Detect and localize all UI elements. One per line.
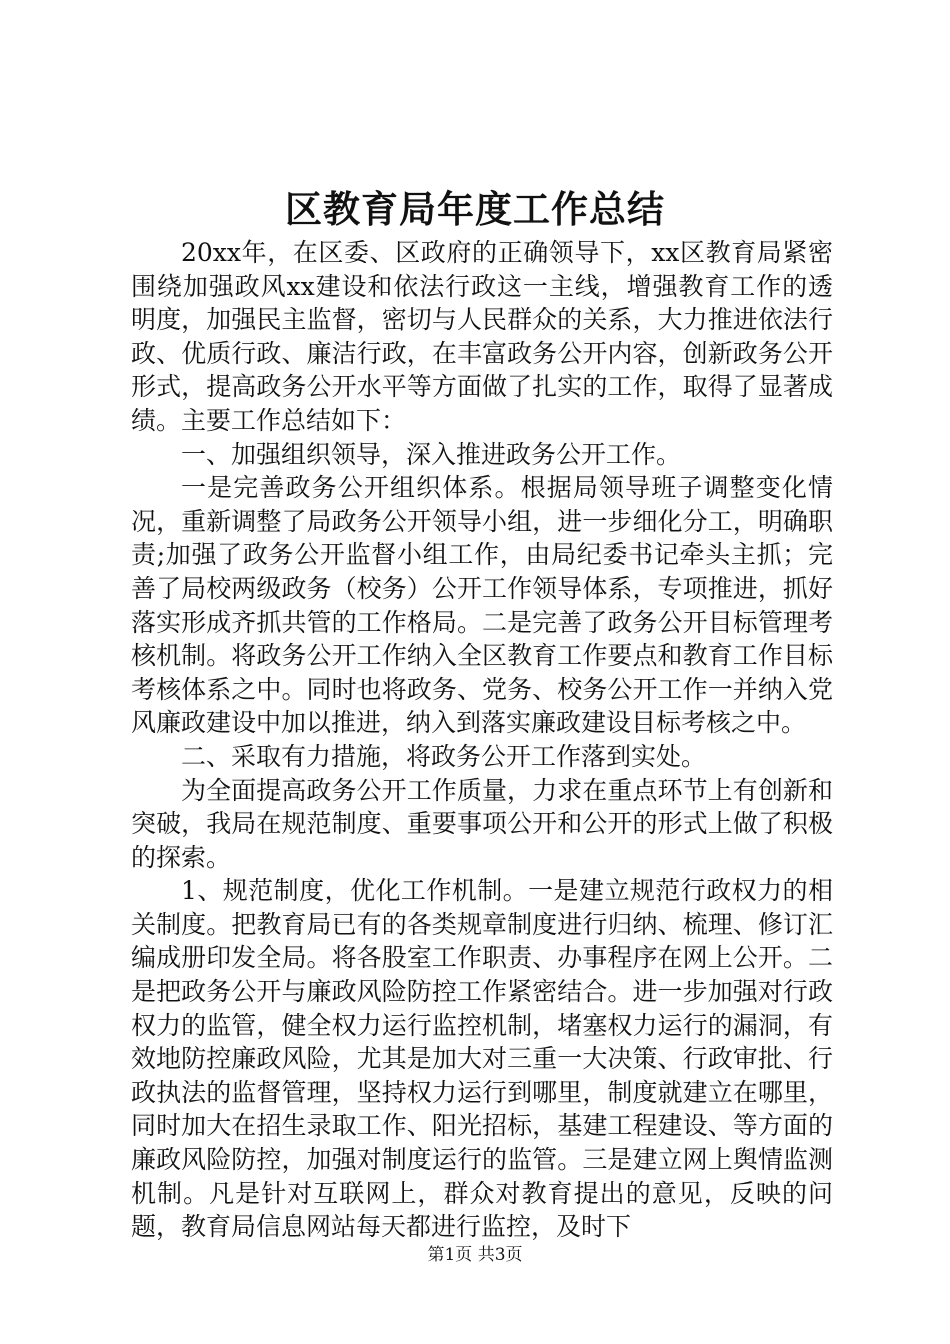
document-body: [131, 236, 833, 1244]
page-footer: 第1页 共3页: [427, 1245, 523, 1265]
section-heading-1: 一、加强组织领导，深入推进政务公开工作。: [181, 439, 682, 469]
section-heading-2: 二、采取有力措施，将政务公开工作落到实处。: [181, 741, 707, 771]
section-2-intro-paragraph: 为全面提高政务公开工作质量，力求在重点环节上有创新和突破，我局在规范制度、重要事项公开和公开的形式上做了积极的探索。: [131, 775, 833, 872]
section-2-item-1-paragraph: 1、规范制度，优化工作机制。一是建立规范行政权力的相关制度。把教育局已有的各类规章制度进行归纳、梳理、修订汇编成册印发全局。将各股室工作职责、办事程序在网上公开。二是把政务公开与廉政风险防控工作紧密结合。进一步加强对行政权力的监管，健全权力运行监控机制，堵塞权力运行的漏洞，有效地防控廉政风险，尤其是加大对三重一大决策、行政审批、行政执法的监督管理，坚持权力运行到哪里，制度就建立在哪里，同时加大在招生录取工作、阳光招标，基建工程建设、等方面的廉政风险防控，加强对制度运行的监管。三是建立网上舆情监测机制。凡是针对互联网上，群众对教育提出的意见，反映的问题，教育局信息网站每天都进行监控，及时下: [131, 876, 833, 1242]
section-1-paragraph: 一是完善政务公开组织体系。根据局领导班子调整变化情况，重新调整了局政务公开领导小组，进一步细化分工，明确职责;加强了政务公开监督小组工作，由局纪委书记牵头主抓；完善了局校两级政务（校务）公开工作领导体系，专项推进，抓好落实形成齐抓共管的工作格局。二是完善了政务公开目标管理考核机制。将政务公开工作纳入全区教育工作要点和教育工作目标考核体系之中。同时也将政务、党务、校务公开工作一并纳入党风廉政建设中加以推进，纳入到落实廉政建设目标考核之中。: [131, 473, 833, 738]
intro-paragraph: 20xx年，在区委、区政府的正确领导下，xx区教育局紧密围绕加强政风xx建设和依法行政这一主线，增强教育工作的透明度，加强民主监督，密切与人民群众的关系，大力推进依法行政、优质行政、廉洁行政，在丰富政务公开内容，创新政务公开形式，提高政务公开水平等方面做了扎实的工作，取得了显著成绩。主要工作总结如下：: [131, 238, 833, 435]
document-title: 区教育局年度工作总结: [285, 187, 665, 231]
